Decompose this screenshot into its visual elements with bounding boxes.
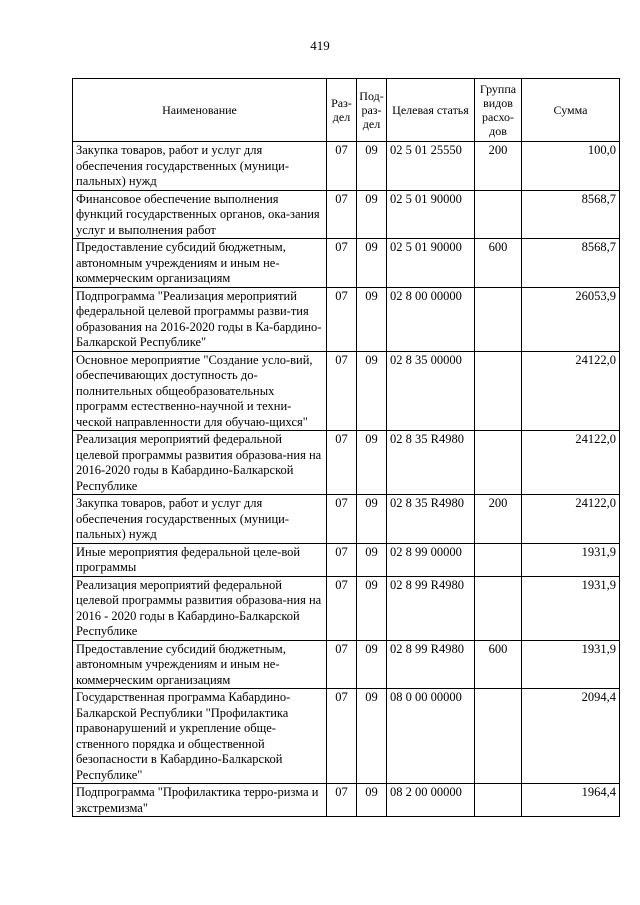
- cell-group: [475, 543, 522, 576]
- cell-section: 07: [327, 142, 357, 191]
- cell-subsection: 09: [357, 640, 387, 689]
- cell-name: Подпрограмма "Реализация мероприятий федеральной целевой программы разви-тия образования на 2016-2020 годы в Ка-бардино-Балкарской Республике": [73, 287, 327, 351]
- cell-amount: 24122,0: [522, 495, 620, 544]
- cell-target: 08 0 00 00000: [387, 689, 475, 784]
- cell-section: 07: [327, 543, 357, 576]
- cell-amount: 2094,4: [522, 689, 620, 784]
- table-row: [73, 351, 620, 431]
- cell-target: 02 5 01 90000: [387, 190, 475, 239]
- table-row: [73, 543, 620, 576]
- cell-subsection: 09: [357, 495, 387, 544]
- cell-section: 07: [327, 239, 357, 288]
- cell-group: [475, 576, 522, 640]
- cell-amount: 1964,4: [522, 784, 620, 817]
- cell-section: 07: [327, 431, 357, 495]
- header-name: Наименование: [73, 79, 327, 142]
- cell-name: Закупка товаров, работ и услуг для обеспечения государственных (муници-пальных) нужд: [73, 495, 327, 544]
- cell-name: Реализация мероприятий федеральной целевой программы развития образова-ния на 2016-2020 годы в Кабардино-Балкарской Республике: [73, 431, 327, 495]
- cell-subsection: 09: [357, 287, 387, 351]
- cell-target: 02 8 00 00000: [387, 287, 475, 351]
- cell-target: 02 8 99 00000: [387, 543, 475, 576]
- table-row: [73, 576, 620, 640]
- cell-group: 600: [475, 239, 522, 288]
- cell-target: 02 8 99 R4980: [387, 640, 475, 689]
- table-row: [73, 142, 620, 191]
- table-row: [73, 784, 620, 817]
- table-row: [73, 287, 620, 351]
- cell-name: Предоставление субсидий бюджетным, автономным учреждениям и иным не-коммерческим организациям: [73, 239, 327, 288]
- cell-name: Финансовое обеспечение выполнения функций государственных органов, ока-зания услуг и выполнения работ: [73, 190, 327, 239]
- cell-subsection: 09: [357, 576, 387, 640]
- cell-amount: 24122,0: [522, 431, 620, 495]
- table-body: [73, 142, 620, 817]
- cell-amount: 1931,9: [522, 543, 620, 576]
- cell-amount: 8568,7: [522, 190, 620, 239]
- cell-section: 07: [327, 784, 357, 817]
- header-section: Раз-дел: [327, 79, 357, 142]
- cell-group: 200: [475, 495, 522, 544]
- table-row: [73, 190, 620, 239]
- cell-target: 02 8 35 R4980: [387, 431, 475, 495]
- cell-subsection: 09: [357, 351, 387, 431]
- table-row: [73, 495, 620, 544]
- cell-section: 07: [327, 689, 357, 784]
- cell-target: 08 2 00 00000: [387, 784, 475, 817]
- cell-target: 02 5 01 90000: [387, 239, 475, 288]
- cell-name: Предоставление субсидий бюджетным, автономным учреждениям и иным не-коммерческим организациям: [73, 640, 327, 689]
- cell-subsection: 09: [357, 689, 387, 784]
- cell-section: 07: [327, 287, 357, 351]
- cell-subsection: 09: [357, 431, 387, 495]
- table-header: [73, 79, 620, 142]
- cell-group: [475, 689, 522, 784]
- cell-group: [475, 351, 522, 431]
- header-target: Целевая статья: [387, 79, 475, 142]
- cell-group: [475, 190, 522, 239]
- cell-group: 600: [475, 640, 522, 689]
- cell-subsection: 09: [357, 784, 387, 817]
- cell-group: [475, 431, 522, 495]
- cell-name: Закупка товаров, работ и услуг для обеспечения государственных (муници-пальных) нужд: [73, 142, 327, 191]
- cell-section: 07: [327, 190, 357, 239]
- cell-section: 07: [327, 576, 357, 640]
- cell-name: Государственная программа Кабардино-Балкарской Республики "Профилактика правонарушений и укрепление обще-ственного порядка и общественной безопасности в Кабардино-Балкарской Республике": [73, 689, 327, 784]
- cell-section: 07: [327, 640, 357, 689]
- cell-name: Иные мероприятия федеральной целе-вой программы: [73, 543, 327, 576]
- cell-subsection: 09: [357, 190, 387, 239]
- table-row: [73, 239, 620, 288]
- cell-amount: 1931,9: [522, 576, 620, 640]
- cell-target: 02 8 99 R4980: [387, 576, 475, 640]
- cell-amount: 8568,7: [522, 239, 620, 288]
- cell-amount: 24122,0: [522, 351, 620, 431]
- table-row: [73, 689, 620, 784]
- cell-name: Реализация мероприятий федеральной целевой программы развития образова-ния на 2016 - 2020 годы в Кабардино-Балкарской Республике: [73, 576, 327, 640]
- cell-group: [475, 287, 522, 351]
- header-group: Группа видов расхо-дов: [475, 79, 522, 142]
- table-row: [73, 640, 620, 689]
- cell-target: 02 5 01 25550: [387, 142, 475, 191]
- header-amount: Сумма: [522, 79, 620, 142]
- cell-group: 200: [475, 142, 522, 191]
- page-number: 419: [310, 38, 330, 53]
- cell-subsection: 09: [357, 239, 387, 288]
- table-row: [73, 431, 620, 495]
- cell-target: 02 8 35 R4980: [387, 495, 475, 544]
- budget-table: [72, 78, 620, 817]
- cell-amount: 1931,9: [522, 640, 620, 689]
- header-subsection: Под-раз-дел: [357, 79, 387, 142]
- cell-subsection: 09: [357, 142, 387, 191]
- cell-section: 07: [327, 495, 357, 544]
- cell-target: 02 8 35 00000: [387, 351, 475, 431]
- cell-amount: 100,0: [522, 142, 620, 191]
- cell-group: [475, 784, 522, 817]
- cell-section: 07: [327, 351, 357, 431]
- cell-subsection: 09: [357, 543, 387, 576]
- cell-name: Подпрограмма "Профилактика терро-ризма и экстремизма": [73, 784, 327, 817]
- cell-name: Основное мероприятие "Создание усло-вий, обеспечивающих доступность до-полнительных общеобразовательных программ естественно-научной и техни-ческой направленности для обучаю-щихся": [73, 351, 327, 431]
- cell-amount: 26053,9: [522, 287, 620, 351]
